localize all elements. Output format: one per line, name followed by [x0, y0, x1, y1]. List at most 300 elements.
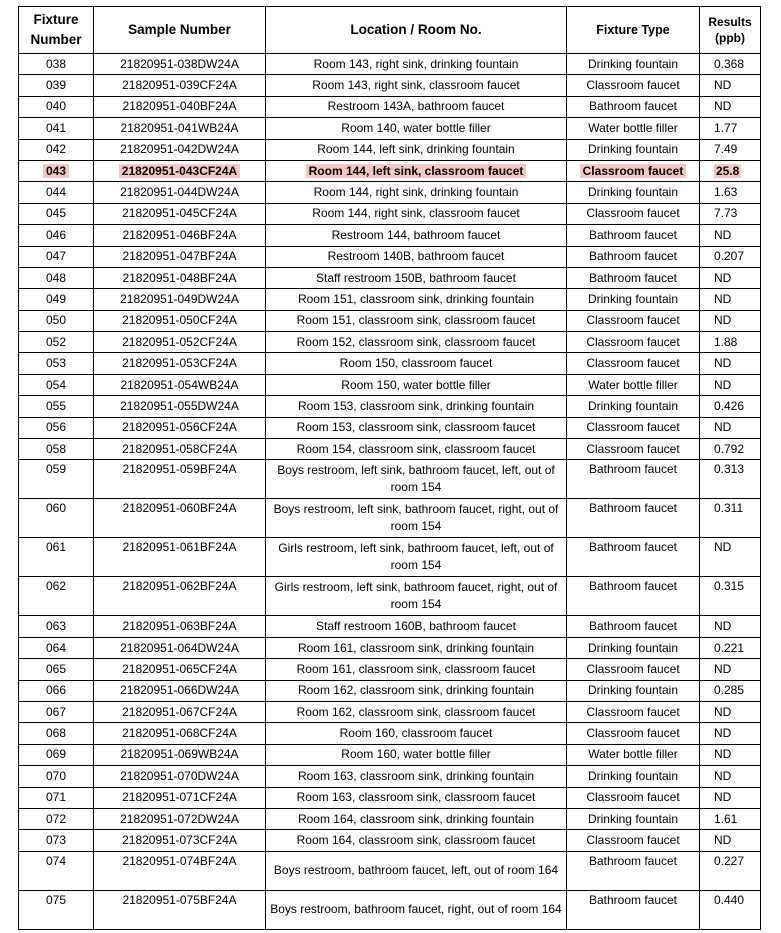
- result-cell: [700, 203, 761, 224]
- sample-number-cell-text: 21820951-040BF24A: [122, 99, 237, 114]
- location-cell-text: Room 163, classroom sink, classroom faucet: [296, 790, 536, 805]
- fixture-type-cell: [567, 96, 700, 117]
- location-cell-text: Room 153, classroom sink, classroom faucet: [296, 420, 536, 435]
- fixture-type-cell-text: Bathroom faucet: [588, 227, 678, 242]
- sample-number-cell-text: 21820951-066DW24A: [120, 683, 239, 698]
- location-cell-text: Room 164, classroom sink, drinking fountain: [297, 811, 535, 826]
- fixture-type-cell-text: Classroom faucet: [586, 334, 680, 349]
- location-cell-text: Room 143, right sink, classroom faucet: [312, 78, 520, 93]
- results-table-container: [18, 6, 760, 930]
- fixture-type-cell: [567, 203, 700, 224]
- fixture-number-cell: [19, 246, 94, 267]
- fixture-number-cell: [19, 616, 94, 637]
- result-cell: [700, 439, 761, 460]
- result-cell-text: 1.61: [714, 811, 738, 826]
- table-row: [19, 680, 761, 701]
- sample-number-cell: [94, 396, 266, 417]
- result-cell: [700, 182, 761, 203]
- fixture-type-cell-text: Water bottle filler: [588, 120, 678, 135]
- location-cell: [266, 417, 567, 438]
- sample-number-cell: [94, 182, 266, 203]
- sample-number-cell: [94, 289, 266, 310]
- location-cell-text: Restroom 143A, bathroom faucet: [327, 99, 505, 114]
- fixture-number-cell: [19, 417, 94, 438]
- fixture-number-cell-text: 042: [45, 142, 67, 157]
- result-cell: [700, 851, 761, 890]
- table-row: [19, 353, 761, 374]
- fixture-number-cell-text: 061: [45, 540, 67, 555]
- fixture-number-cell: [19, 439, 94, 460]
- sample-number-cell: [94, 460, 266, 499]
- fixture-type-cell-text: Drinking fountain: [587, 142, 679, 157]
- sample-number-cell-text: 21820951-059BF24A: [122, 462, 237, 477]
- fixture-type-cell: [567, 766, 700, 787]
- fixture-type-cell: [567, 267, 700, 288]
- fixture-number-cell: [19, 396, 94, 417]
- fixture-number-cell-text: 059: [45, 462, 67, 477]
- fixture-number-cell-text: 055: [45, 398, 67, 413]
- fixture-type-cell: [567, 499, 700, 538]
- table-row: [19, 499, 761, 538]
- fixture-type-cell: [567, 577, 700, 616]
- sample-number-cell: [94, 118, 266, 139]
- sample-number-cell-text: 21820951-039CF24A: [122, 78, 237, 93]
- location-cell-text: Room 164, classroom sink, classroom faucet: [296, 833, 536, 848]
- fixture-number-cell-text: 072: [45, 811, 67, 826]
- result-cell-text: ND: [714, 313, 732, 328]
- location-cell-text: Room 143, right sink, drinking fountain: [313, 56, 519, 71]
- sample-number-cell: [94, 890, 266, 929]
- sample-number-cell: [94, 808, 266, 829]
- result-cell: [700, 787, 761, 808]
- table-row: [19, 267, 761, 288]
- fixture-type-cell: [567, 538, 700, 577]
- fixture-type-cell-text: Classroom faucet: [586, 420, 680, 435]
- fixture-number-cell: [19, 75, 94, 96]
- fixture-number-cell-text: 058: [45, 441, 67, 456]
- location-cell: [266, 616, 567, 637]
- sample-number-cell: [94, 439, 266, 460]
- table-row: [19, 203, 761, 224]
- result-cell-text: ND: [714, 726, 732, 741]
- table-row: [19, 460, 761, 499]
- fixture-type-cell-text: Classroom faucet: [586, 313, 680, 328]
- fixture-type-cell: [567, 744, 700, 765]
- location-cell-text: Boys restroom, left sink, bathroom faucet, right, out of room 154: [273, 502, 559, 534]
- sample-number-cell: [94, 851, 266, 890]
- location-cell: [266, 680, 567, 701]
- sample-number-cell-text: 21820951-064DW24A: [120, 640, 239, 655]
- fixture-number-cell: [19, 332, 94, 353]
- fixture-type-cell-text: Bathroom faucet: [588, 619, 678, 634]
- location-cell: [266, 766, 567, 787]
- sample-number-cell: [94, 310, 266, 331]
- fixture-type-cell: [567, 396, 700, 417]
- table-row: [19, 118, 761, 139]
- fixture-number-cell: [19, 225, 94, 246]
- table-body: [19, 54, 761, 930]
- result-cell-text: ND: [714, 227, 732, 242]
- result-cell: [700, 118, 761, 139]
- sample-number-cell-text: 21820951-058CF24A: [122, 441, 237, 456]
- result-cell-text: ND: [714, 377, 732, 392]
- fixture-type-cell: [567, 139, 700, 160]
- location-cell-text: Room 144, right sink, classroom faucet: [312, 206, 520, 221]
- location-cell: [266, 723, 567, 744]
- sample-number-cell-text: 21820951-065CF24A: [122, 661, 237, 676]
- table-row: [19, 766, 761, 787]
- fixture-type-cell-text: Classroom faucet: [586, 78, 680, 93]
- result-cell-text: 25.8: [716, 163, 740, 178]
- sample-number-cell: [94, 744, 266, 765]
- fixture-number-cell-text: 049: [45, 291, 67, 306]
- location-cell: [266, 538, 567, 577]
- table-row: [19, 851, 761, 890]
- fixture-number-cell-text: 069: [45, 747, 67, 762]
- table-row-highlighted: [19, 160, 761, 181]
- location-cell: [266, 310, 567, 331]
- table-row: [19, 890, 761, 929]
- location-cell-text: Room 150, water bottle filler: [341, 377, 491, 392]
- result-cell: [700, 374, 761, 395]
- sample-number-cell: [94, 203, 266, 224]
- fixture-number-cell-text: 038: [45, 56, 67, 71]
- result-cell: [700, 96, 761, 117]
- fixture-number-cell: [19, 890, 94, 929]
- fixture-number-cell: [19, 680, 94, 701]
- table-row: [19, 616, 761, 637]
- sample-number-cell: [94, 637, 266, 658]
- fixture-number-cell: [19, 160, 94, 181]
- fixture-number-cell: [19, 499, 94, 538]
- fixture-number-cell-text: 060: [45, 501, 67, 516]
- result-cell: [700, 538, 761, 577]
- fixture-type-cell: [567, 890, 700, 929]
- result-cell-text: 7.73: [714, 206, 738, 221]
- location-cell-text: Room 163, classroom sink, drinking fountain: [297, 768, 535, 783]
- sample-number-cell-text: 21820951-054WB24A: [120, 377, 239, 392]
- location-cell: [266, 439, 567, 460]
- sample-number-cell-text: 21820951-063BF24A: [122, 619, 237, 634]
- location-cell: [266, 787, 567, 808]
- fixture-type-cell-text: Water bottle filler: [588, 377, 678, 392]
- sample-number-cell: [94, 246, 266, 267]
- fixture-number-cell-text: 040: [45, 99, 67, 114]
- fixture-number-cell-text: 046: [45, 227, 67, 242]
- fixture-type-cell: [567, 723, 700, 744]
- result-cell: [700, 267, 761, 288]
- location-cell-text: Room 160, classroom faucet: [339, 726, 493, 741]
- fixture-type-cell-text: Drinking fountain: [587, 811, 679, 826]
- result-cell: [700, 830, 761, 851]
- result-cell-text: 1.77: [714, 120, 738, 135]
- fixture-number-cell: [19, 787, 94, 808]
- table-row: [19, 75, 761, 96]
- fixture-type-cell: [567, 830, 700, 851]
- table-row: [19, 225, 761, 246]
- sample-number-cell: [94, 332, 266, 353]
- table-row: [19, 374, 761, 395]
- fixture-type-cell: [567, 160, 700, 181]
- result-cell-text: ND: [714, 356, 732, 371]
- fixture-number-cell-text: 047: [45, 249, 67, 264]
- location-cell-text: Room 161, classroom sink, classroom faucet: [296, 661, 536, 676]
- fixture-number-cell-text: 067: [45, 704, 67, 719]
- fixture-type-cell: [567, 246, 700, 267]
- sample-number-cell-text: 21820951-056CF24A: [122, 420, 237, 435]
- fixture-number-cell-text: 063: [45, 619, 67, 634]
- fixture-type-cell: [567, 659, 700, 680]
- sample-number-cell-text: 21820951-068CF24A: [122, 726, 237, 741]
- location-cell: [266, 460, 567, 499]
- sample-number-cell-text: 21820951-067CF24A: [122, 704, 237, 719]
- fixture-type-cell-text: Water bottle filler: [588, 747, 678, 762]
- table-row: [19, 332, 761, 353]
- table-row: [19, 54, 761, 75]
- result-cell-text: 0.792: [714, 441, 745, 456]
- sample-number-cell-text: 21820951-070DW24A: [120, 768, 239, 783]
- location-cell: [266, 54, 567, 75]
- sample-number-cell: [94, 616, 266, 637]
- sample-number-cell-text: 21820951-044DW24A: [120, 185, 239, 200]
- fixture-type-cell-text: Bathroom faucet: [588, 579, 678, 594]
- fixture-type-cell-text: Bathroom faucet: [588, 462, 678, 477]
- table-row: [19, 538, 761, 577]
- location-cell-text: Room 144, left sink, classroom faucet: [306, 164, 527, 178]
- sample-number-cell: [94, 787, 266, 808]
- location-cell: [266, 744, 567, 765]
- fixture-type-cell-text: Bathroom faucet: [588, 99, 678, 114]
- result-cell-text: 1.88: [714, 334, 738, 349]
- result-cell: [700, 637, 761, 658]
- table-row: [19, 246, 761, 267]
- fixture-number-cell: [19, 830, 94, 851]
- fixture-type-cell: [567, 225, 700, 246]
- table-header: [19, 7, 761, 54]
- location-cell: [266, 225, 567, 246]
- fixture-type-cell: [567, 616, 700, 637]
- fixture-number-cell: [19, 267, 94, 288]
- table-row: [19, 787, 761, 808]
- table-row: [19, 396, 761, 417]
- fixture-type-cell: [567, 417, 700, 438]
- fixture-number-cell-text: 044: [45, 185, 67, 200]
- fixture-type-cell: [567, 374, 700, 395]
- fixture-type-cell-text: Classroom faucet: [586, 790, 680, 805]
- result-cell: [700, 246, 761, 267]
- location-cell-text: Girls restroom, left sink, bathroom faucet, left, out of room 154: [278, 541, 554, 573]
- sample-number-cell: [94, 96, 266, 117]
- location-cell-text: Room 154, classroom sink, classroom faucet: [296, 441, 536, 456]
- result-cell: [700, 160, 761, 181]
- fixture-number-cell: [19, 310, 94, 331]
- location-cell-text: Girls restroom, left sink, bathroom faucet, right, out of room 154: [274, 580, 558, 612]
- fixture-number-cell-text: 041: [45, 120, 67, 135]
- result-cell: [700, 808, 761, 829]
- fixture-type-cell: [567, 332, 700, 353]
- fixture-number-cell-text: 052: [45, 334, 67, 349]
- location-cell-text: Restroom 144, bathroom faucet: [331, 227, 501, 242]
- table-row: [19, 830, 761, 851]
- table-row: [19, 139, 761, 160]
- fixture-number-cell-text: 066: [45, 683, 67, 698]
- sample-number-cell: [94, 374, 266, 395]
- fixture-number-cell-text: 074: [45, 853, 67, 868]
- sample-number-cell-text: 21820951-075BF24A: [122, 892, 237, 907]
- fixture-number-cell: [19, 659, 94, 680]
- fixture-number-cell-text: 062: [45, 579, 67, 594]
- fixture-type-cell-text: Bathroom faucet: [588, 270, 678, 285]
- fixture-type-cell: [567, 460, 700, 499]
- result-cell-text: 0.285: [714, 683, 745, 698]
- fixture-number-cell-text: 064: [45, 640, 67, 655]
- location-cell: [266, 396, 567, 417]
- result-cell: [700, 744, 761, 765]
- sample-number-cell-text: 21820951-071CF24A: [122, 790, 237, 805]
- fixture-number-cell: [19, 96, 94, 117]
- lead-results-table: [18, 6, 761, 930]
- sample-number-cell-text: 21820951-045CF24A: [122, 206, 237, 221]
- fixture-type-cell-text: Bathroom faucet: [588, 501, 678, 516]
- fixture-number-cell-text: 050: [45, 313, 67, 328]
- location-cell-text: Staff restroom 160B, bathroom faucet: [316, 619, 516, 634]
- result-cell-text: 0.313: [714, 462, 745, 477]
- fixture-type-cell-text: Bathroom faucet: [588, 892, 678, 907]
- fixture-number-cell: [19, 460, 94, 499]
- location-cell: [266, 332, 567, 353]
- fixture-number-cell: [19, 766, 94, 787]
- fixture-type-cell-text: Drinking fountain: [587, 398, 679, 413]
- fixture-type-cell: [567, 680, 700, 701]
- sample-number-cell-text: 21820951-072DW24A: [120, 811, 239, 826]
- fixture-type-cell-text: Classroom faucet: [586, 704, 680, 719]
- location-cell-text: Boys restroom, bathroom faucet, right, out of room 164: [270, 902, 562, 917]
- location-cell-text: Room 140, water bottle filler: [341, 120, 491, 135]
- fixture-type-cell: [567, 54, 700, 75]
- fixture-type-cell: [567, 808, 700, 829]
- fixture-number-cell-text: 039: [45, 78, 67, 93]
- location-cell-text: Room 144, left sink, drinking fountain: [317, 142, 515, 157]
- result-cell-text: 0.440: [714, 892, 745, 907]
- result-cell-text: ND: [714, 291, 732, 306]
- sample-number-cell: [94, 723, 266, 744]
- location-cell: [266, 267, 567, 288]
- sample-number-cell-text: 21820951-053CF24A: [122, 356, 237, 371]
- fixture-type-cell-text: Drinking fountain: [587, 683, 679, 698]
- fixture-number-cell: [19, 374, 94, 395]
- fixture-number-cell: [19, 808, 94, 829]
- fixture-number-cell: [19, 851, 94, 890]
- sample-number-cell: [94, 54, 266, 75]
- fixture-type-cell: [567, 851, 700, 890]
- location-cell-text: Staff restroom 150B, bathroom faucet: [316, 270, 516, 285]
- table-row: [19, 289, 761, 310]
- sample-number-cell-text: 21820951-043CF24A: [119, 164, 240, 178]
- fixture-number-cell: [19, 182, 94, 203]
- table-row: [19, 417, 761, 438]
- result-cell: [700, 460, 761, 499]
- sample-number-cell: [94, 577, 266, 616]
- sample-number-cell: [94, 417, 266, 438]
- result-cell: [700, 659, 761, 680]
- header-sample-number: Sample Number: [94, 7, 266, 54]
- sample-number-cell: [94, 680, 266, 701]
- sample-number-cell-text: 21820951-062BF24A: [122, 579, 237, 594]
- fixture-type-cell-text: Classroom faucet: [586, 206, 680, 221]
- result-cell: [700, 54, 761, 75]
- result-cell: [700, 396, 761, 417]
- result-cell-text: ND: [714, 540, 732, 555]
- fixture-number-cell-text: 043: [43, 164, 69, 178]
- fixture-number-cell: [19, 701, 94, 722]
- sample-number-cell-text: 21820951-049DW24A: [120, 291, 239, 306]
- table-row: [19, 96, 761, 117]
- table-row: [19, 808, 761, 829]
- fixture-type-cell-text: Bathroom faucet: [588, 853, 678, 868]
- sample-number-cell: [94, 499, 266, 538]
- location-cell: [266, 374, 567, 395]
- result-cell-text: ND: [714, 768, 732, 783]
- location-cell-text: Room 151, classroom sink, drinking fountain: [297, 291, 535, 306]
- location-cell: [266, 203, 567, 224]
- header-fixture-number: Fixture Number: [19, 7, 94, 54]
- fixture-number-cell: [19, 118, 94, 139]
- result-cell-text: 0.227: [714, 853, 745, 868]
- table-row: [19, 577, 761, 616]
- fixture-number-cell: [19, 353, 94, 374]
- result-cell-text: ND: [714, 790, 732, 805]
- fixture-type-cell: [567, 75, 700, 96]
- fixture-number-cell: [19, 723, 94, 744]
- fixture-type-cell: [567, 310, 700, 331]
- location-cell-text: Room 150, classroom faucet: [339, 356, 493, 371]
- sample-number-cell: [94, 353, 266, 374]
- fixture-type-cell: [567, 118, 700, 139]
- fixture-number-cell-text: 071: [45, 790, 67, 805]
- result-cell: [700, 701, 761, 722]
- table-row: [19, 744, 761, 765]
- fixture-type-cell-text: Classroom faucet: [586, 833, 680, 848]
- location-cell: [266, 890, 567, 929]
- result-cell-text: ND: [714, 619, 732, 634]
- result-cell: [700, 332, 761, 353]
- table-row: [19, 659, 761, 680]
- result-cell-text: ND: [714, 747, 732, 762]
- sample-number-cell: [94, 538, 266, 577]
- location-cell: [266, 851, 567, 890]
- location-cell-text: Room 153, classroom sink, drinking fountain: [297, 398, 535, 413]
- location-cell-text: Boys restroom, bathroom faucet, left, out of room 164: [273, 863, 559, 878]
- location-cell-text: Room 161, classroom sink, drinking fountain: [297, 640, 535, 655]
- result-cell-text: 0.311: [714, 501, 744, 516]
- fixture-number-cell-text: 045: [45, 206, 67, 221]
- fixture-type-cell-text: Classroom faucet: [586, 441, 680, 456]
- fixture-number-cell: [19, 289, 94, 310]
- fixture-number-cell: [19, 744, 94, 765]
- sample-number-cell-text: 21820951-074BF24A: [122, 853, 237, 868]
- fixture-number-cell-text: 070: [45, 768, 67, 783]
- result-cell-text: 0.368: [714, 56, 745, 71]
- fixture-type-cell: [567, 289, 700, 310]
- fixture-number-cell: [19, 139, 94, 160]
- location-cell: [266, 75, 567, 96]
- location-cell: [266, 659, 567, 680]
- location-cell: [266, 499, 567, 538]
- fixture-type-cell: [567, 637, 700, 658]
- location-cell-text: Room 162, classroom sink, classroom faucet: [296, 704, 536, 719]
- result-cell-text: 7.49: [714, 142, 738, 157]
- table-row: [19, 439, 761, 460]
